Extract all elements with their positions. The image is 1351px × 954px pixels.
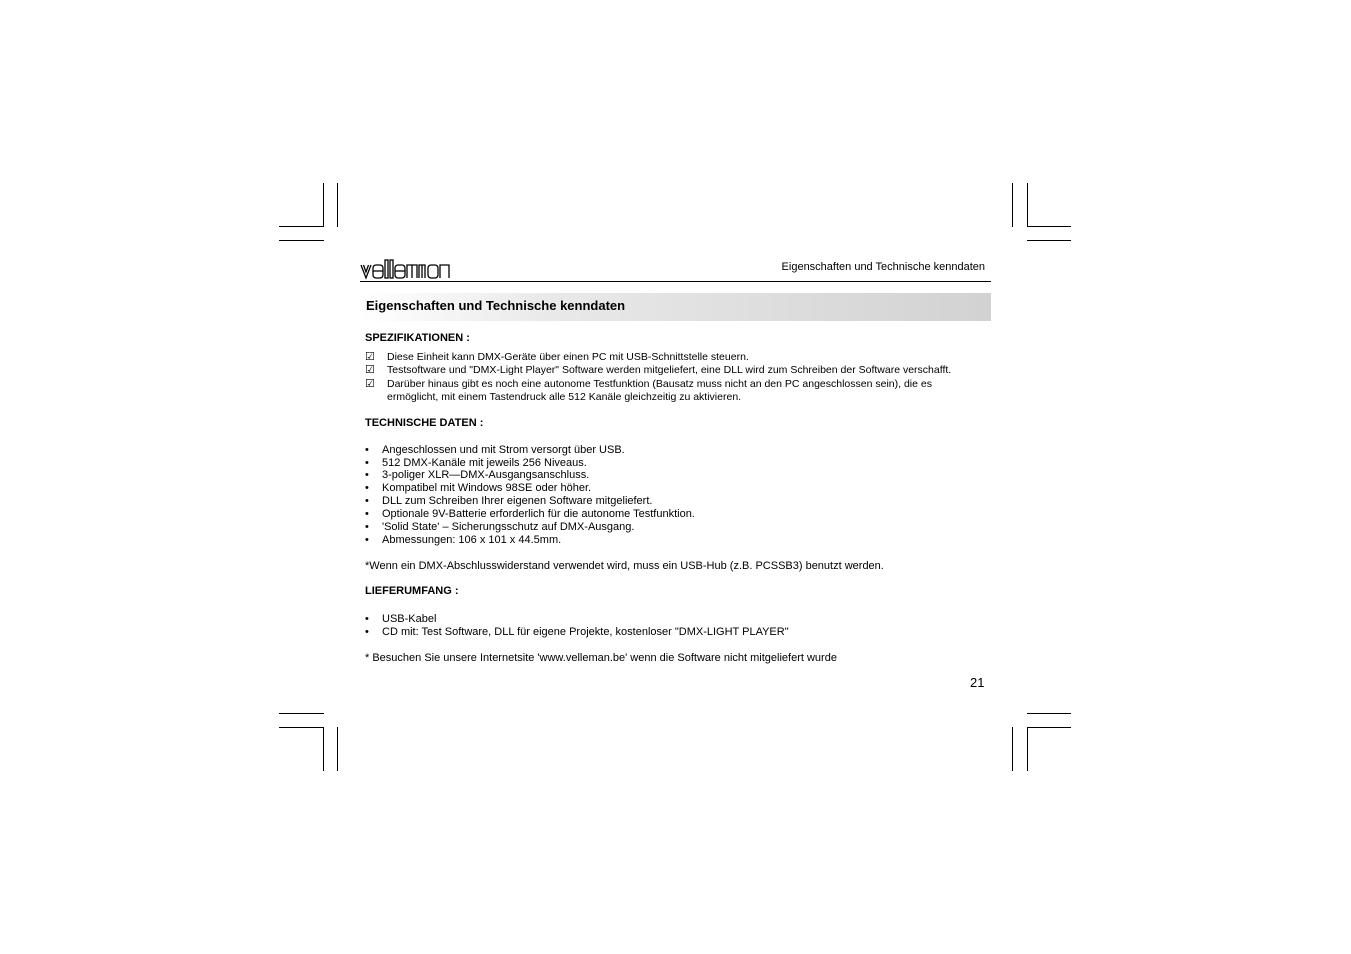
bullet-icon: •: [365, 626, 369, 638]
crop-mark: [337, 183, 338, 227]
bullet-icon: •: [365, 457, 369, 469]
lieferumfang-note: * Besuchen Sie unsere Internetsite 'www.velleman.be' wenn die Software nicht mitgeliefert wurde: [365, 652, 837, 664]
page-number: 21: [970, 675, 985, 690]
header-divider: [360, 281, 991, 282]
bullet-icon: •: [365, 508, 369, 520]
crop-mark: [279, 240, 324, 241]
spec-item-text: ermöglicht, mit einem Tastendruck alle 512 Kanäle gleichzeitig zu aktivieren.: [387, 391, 742, 403]
crop-mark: [323, 183, 324, 227]
bullet-icon: •: [365, 521, 369, 533]
bullet-icon: •: [365, 495, 369, 507]
list-item-text: CD mit: Test Software, DLL für eigene Projekte, kostenloser "DMX-LIGHT PLAYER": [382, 626, 789, 638]
spec-item-text: Diese Einheit kann DMX-Geräte über einen PC mit USB-Schnittstelle steuern.: [387, 351, 749, 363]
section-heading-bar: [360, 293, 991, 321]
technische-daten-note: *Wenn ein DMX-Abschlusswiderstand verwendet wird, muss ein USB-Hub (z.B. PCSSB3) benutzt werden.: [365, 560, 884, 572]
list-item-text: Angeschlossen und mit Strom versorgt über USB.: [382, 444, 625, 456]
crop-mark: [279, 727, 324, 728]
crop-mark: [337, 727, 338, 771]
crop-mark: [323, 727, 324, 771]
checkbox-checked-icon: ☑: [365, 364, 375, 376]
bullet-icon: •: [365, 613, 369, 625]
header-title: Eigenschaften und Technische kenndaten: [781, 261, 985, 273]
velleman-logo: [360, 258, 452, 280]
crop-mark: [279, 713, 324, 714]
crop-mark: [1027, 727, 1071, 728]
list-item-text: Optionale 9V-Batterie erforderlich für die autonome Testfunktion.: [382, 508, 695, 520]
crop-mark: [1012, 727, 1013, 771]
spezifikationen-heading: SPEZIFIKATIONEN :: [365, 332, 470, 344]
crop-mark: [1027, 226, 1071, 227]
list-item-text: Abmessungen: 106 x 101 x 44.5mm.: [382, 534, 562, 546]
technische-daten-heading: TECHNISCHE DATEN :: [365, 417, 484, 429]
crop-mark: [1012, 183, 1013, 227]
spec-item-text: Darüber hinaus gibt es noch eine autonome Testfunktion (Bausatz muss nicht an den PC angeschlossen sein), die es: [387, 378, 932, 390]
crop-mark: [1027, 727, 1028, 771]
checkbox-checked-icon: ☑: [365, 351, 375, 363]
lieferumfang-heading: LIEFERUMFANG :: [365, 585, 459, 597]
section-title: Eigenschaften und Technische kenndaten: [366, 298, 626, 313]
list-item-text: USB-Kabel: [382, 613, 437, 625]
crop-mark: [279, 226, 324, 227]
bullet-icon: •: [365, 534, 369, 546]
bullet-icon: •: [365, 482, 369, 494]
list-item-text: DLL zum Schreiben Ihrer eigenen Software mitgeliefert.: [382, 495, 653, 507]
crop-mark: [1027, 240, 1071, 241]
checkbox-checked-icon: ☑: [365, 378, 375, 390]
list-item-text: 3-poliger XLR—DMX-Ausgangsanschluss.: [382, 469, 590, 481]
list-item-text: Kompatibel mit Windows 98SE oder höher.: [382, 482, 592, 494]
crop-mark: [1027, 183, 1028, 227]
list-item-text: 512 DMX-Kanäle mit jeweils 256 Niveaus.: [382, 457, 587, 469]
bullet-icon: •: [365, 469, 369, 481]
crop-mark: [1027, 713, 1071, 714]
bullet-icon: •: [365, 444, 369, 456]
spec-item-text: Testsoftware und "DMX-Light Player" Software werden mitgeliefert, eine DLL wird zum Schreiben der Software verschafft.: [387, 364, 952, 376]
list-item-text: 'Solid State' – Sicherungsschutz auf DMX-Ausgang.: [382, 521, 635, 533]
